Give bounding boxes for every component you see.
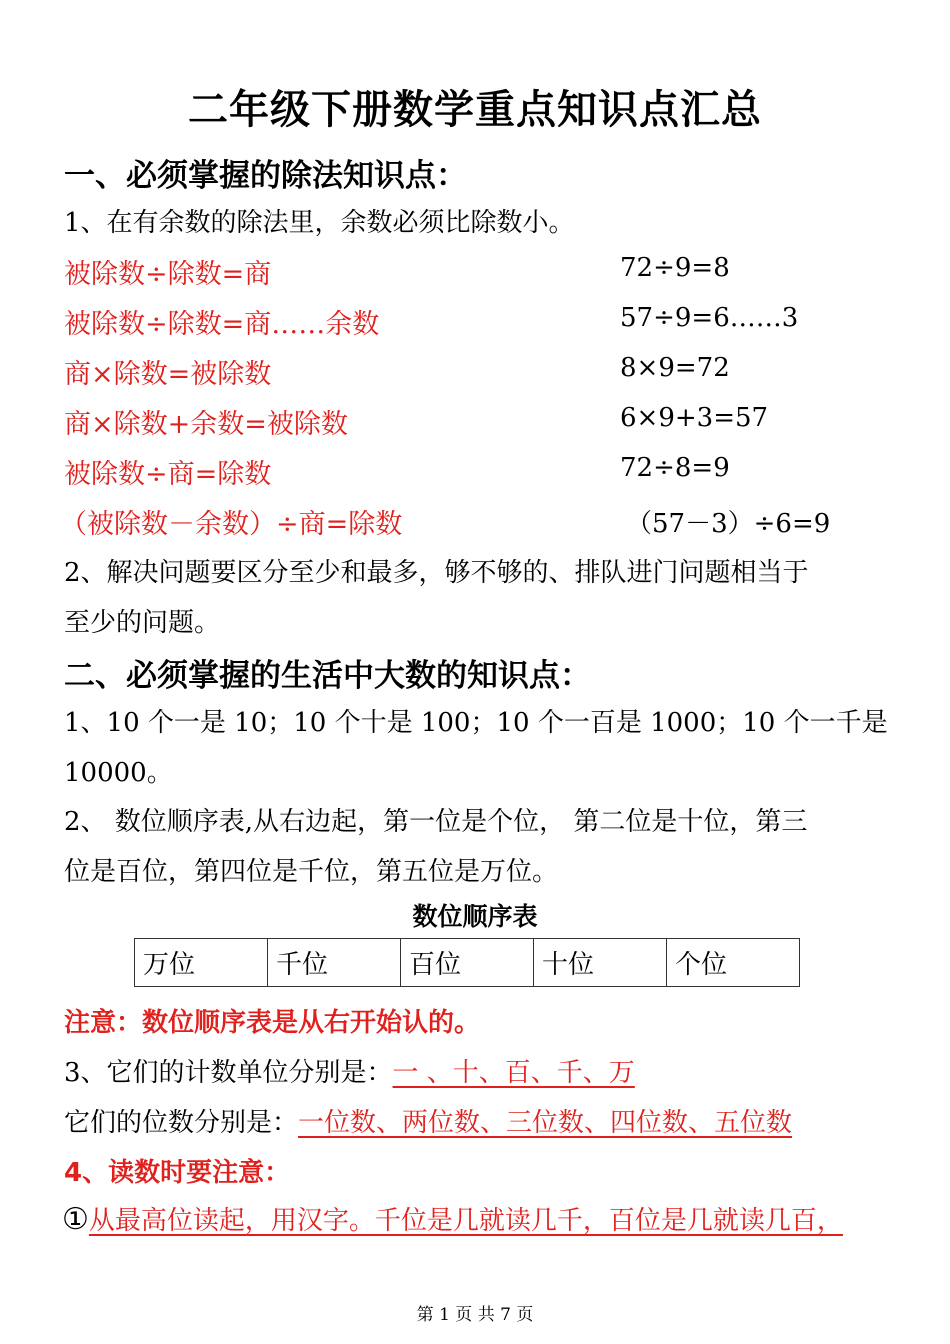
page-title: 二年级下册数学重点知识点汇总 [188,87,762,133]
table-row [135,939,800,987]
section1-point1: 1、在有余数的除法里，余数必须比除数小。 [64,208,575,238]
rule-1 [62,1200,843,1237]
example-1: 72÷9=8 [620,253,730,283]
section1-heading: 一、必须掌握的除法知识点： [64,158,467,194]
example-4: 6×9+3=57 [620,403,769,433]
section1-point2-line1: 2、解决问题要区分至少和最多，够不够的、排队进门问题相当于 [64,558,809,588]
place-value-table-title: 数位顺序表 [412,902,538,931]
note: 注意：数位顺序表是从右开始认的。 [64,1008,481,1038]
formula-4: 商×除数+余数=被除数 [64,409,348,440]
example-5: 72÷8=9 [620,453,730,483]
digits-value: 一位数、两位数、三位数、四位数、五位数 [298,1108,793,1138]
digits-line [64,1102,792,1139]
formula-3: 商×除数=被除数 [64,359,272,390]
digits-prefix: 它们的位数分别是： [64,1108,299,1138]
example-2: 57÷9=6……3 [620,303,799,333]
formula-6: （被除数－余数）÷商=除数 [60,509,403,540]
formula-5: 被除数÷商=除数 [64,459,272,490]
table-cell: 百位 [401,939,534,987]
section2-point1-line1: 1、10 个一是 10；10 个十是 100；10 个一百是 1000；10 个一千是 [64,708,888,738]
place-value-table [134,938,800,987]
section2-point3 [64,1052,635,1089]
section2-heading: 二、必须掌握的生活中大数的知识点： [64,658,591,694]
formula-2: 被除数÷除数=商……余数 [64,309,380,340]
rule-1-text: 从最高位读起，用汉字。千位是几就读几千，百位是几就读几百， [88,1206,843,1236]
section2-point2-line1: 2、 数位顺序表,从右边起，第一位是个位， 第二位是十位，第三 [64,807,808,837]
page-footer: 第 1 页 共 7 页 [416,1305,534,1325]
table-cell: 十位 [534,939,667,987]
point4-heading: 4、读数时要注意： [64,1158,291,1188]
rule-1-marker: ① [62,1202,89,1237]
formula-1: 被除数÷除数=商 [64,259,272,290]
section2-point2-line2: 位是百位，第四位是千位，第五位是万位。 [64,857,559,887]
table-cell: 个位 [667,939,800,987]
example-3: 8×9=72 [620,353,730,383]
section2-point1-line2: 10000。 [64,758,173,788]
counting-units: 一 、十、百、千、万 [392,1058,635,1088]
table-cell: 千位 [268,939,401,987]
example-6: （57－3）÷6=9 [626,509,831,539]
table-cell: 万位 [135,939,268,987]
point3-prefix: 3、它们的计数单位分别是： [64,1058,393,1088]
section1-point2-line2: 至少的问题。 [64,608,221,638]
